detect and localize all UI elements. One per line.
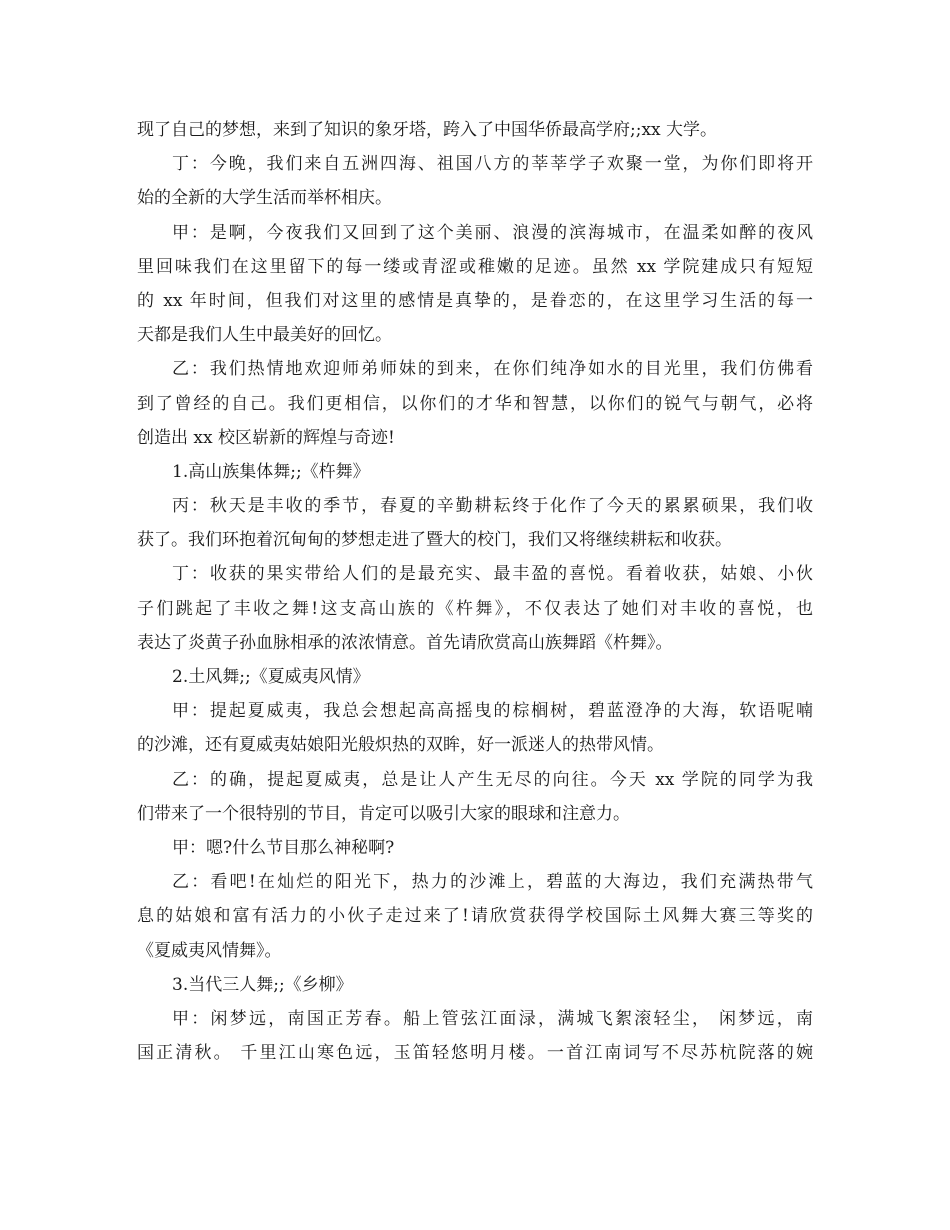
text-line: 子们跳起了丰收之舞!这支高山族的《杵舞》，不仅表达了她们对丰收的喜悦，也 — [137, 598, 813, 619]
text-line: 表达了炎黄子孙血脉相承的浓浓情意。首先请欣赏高山族舞蹈《杵舞》。 — [137, 632, 673, 653]
text-line: 乙：看吧!在灿烂的阳光下，热力的沙滩上，碧蓝的大海边，我们充满热带气 — [172, 872, 813, 893]
text-line: 甲：是啊，今夜我们又回到了这个美丽、浪漫的滨海城市，在温柔如醉的夜风 — [172, 222, 813, 243]
text-line: 现了自己的梦想，来到了知识的象牙塔，跨入了中国华侨最高学府;;xx 大学。 — [137, 120, 718, 140]
text-line: 息的姑娘和富有活力的小伙子走过来了!请欣赏获得学校国际土风舞大赛三等奖的 — [137, 906, 813, 927]
text-line: 的 xx 年时间，但我们对这里的感情是真挚的，是眷恋的，在这里学习生活的每一 — [137, 290, 813, 311]
text-line: 甲：闲梦远，南国正芳春。船上管弦江面渌，满城飞絮滚轻尘， 闲梦远，南 — [172, 1008, 813, 1029]
text-line: 甲：提起夏威夷，我总会想起高高摇曳的棕榈树，碧蓝澄净的大海，软语呢喃 — [172, 701, 813, 722]
text-line: 丙：秋天是丰收的季节，春夏的辛勤耕耘终于化作了今天的累累硕果，我们收 — [172, 496, 813, 517]
text-line: 里回味我们在这里留下的每一缕或青涩或稚嫩的足迹。虽然 xx 学院建成只有短短 — [137, 256, 813, 277]
text-line: 乙：的确，提起夏威夷，总是让人产生无尽的向往。今天 xx 学院的同学为我 — [172, 769, 813, 790]
text-line: 获了。我们环抱着沉甸甸的梦想走进了暨大的校门，我们又将继续耕耘和收获。 — [137, 530, 732, 551]
text-line: 丁：收获的果实带给人们的是最充实、最丰盈的喜悦。看着收获，姑娘、小伙 — [172, 564, 813, 585]
text-line: 天都是我们人生中最美好的回忆。 — [137, 325, 392, 346]
text-line: 乙：我们热情地欢迎师弟师妹的到来，在你们纯净如水的目光里，我们仿佛看 — [172, 359, 813, 380]
text-line: 1.高山族集体舞;;《杵舞》 — [172, 461, 370, 482]
text-line: 始的全新的大学生活而举杯相庆。 — [137, 188, 392, 209]
text-line: 丁：今晚，我们来自五洲四海、祖国八方的莘莘学子欢聚一堂，为你们即将开 — [172, 154, 813, 175]
text-line: 甲：嗯?什么节目那么神秘啊? — [172, 837, 395, 858]
text-line: 国正清秋。 千里江山寒色远，玉笛轻悠明月楼。一首江南词写不尽苏杭院落的婉 — [137, 1043, 813, 1064]
text-line: 3.当代三人舞;;《乡柳》 — [172, 974, 353, 995]
text-line: 们带来了一个很特别的节目，肯定可以吸引大家的眼球和注意力。 — [137, 803, 630, 824]
text-line: 的沙滩，还有夏威夷姑娘阳光般炽热的双眸，好一派迷人的热带风情。 — [137, 735, 664, 756]
text-line: 创造出 xx 校区崭新的辉煌与奇迹! — [137, 427, 395, 448]
document-body — [137, 113, 813, 1070]
text-line: 到了曾经的自己。我们更相信，以你们的才华和智慧，以你们的锐气与朝气，必将 — [137, 393, 813, 414]
text-line: 《夏威夷风情舞》。 — [137, 940, 282, 961]
text-line: 2.土风舞;;《夏威夷风情》 — [172, 667, 370, 687]
